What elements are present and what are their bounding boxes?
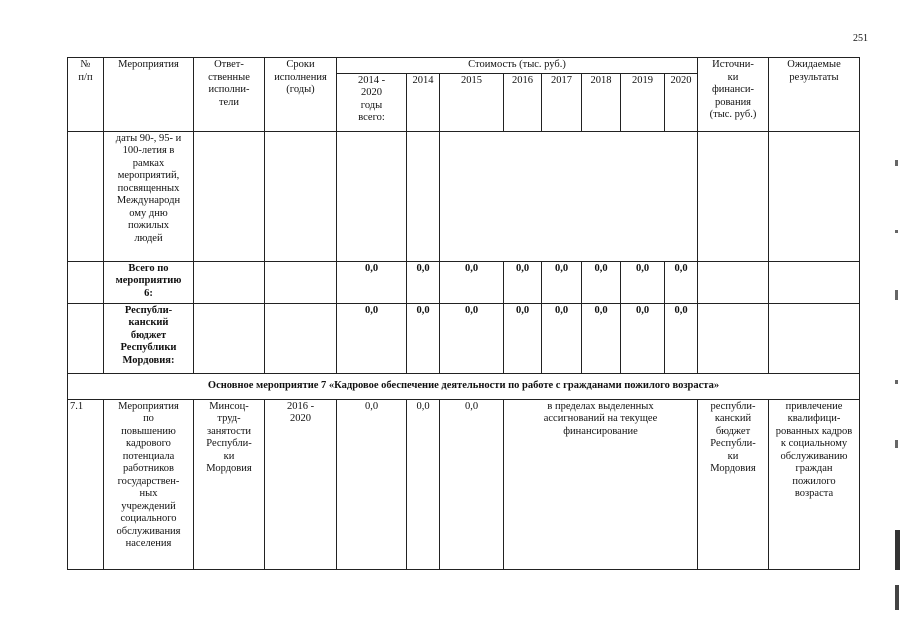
cell-num: 7.1 xyxy=(68,399,104,569)
cell-value: 0,0 xyxy=(582,303,621,373)
header-cost: Стоимость (тыс. руб.) xyxy=(337,58,698,74)
cell-empty xyxy=(769,261,860,303)
cell-value: 0,0 xyxy=(440,303,504,373)
budget-table xyxy=(67,57,860,570)
table-row-7-1 xyxy=(68,399,860,569)
cell-value: 0,0 xyxy=(337,399,407,569)
cell-value: 0,0 xyxy=(621,261,665,303)
cell-value: 0,0 xyxy=(504,303,542,373)
cell-empty xyxy=(68,261,104,303)
cell-value: 0,0 xyxy=(337,303,407,373)
section-row xyxy=(68,373,860,399)
cell-empty xyxy=(337,131,407,261)
table-row-total xyxy=(68,261,860,303)
scan-edge-marks xyxy=(895,140,901,620)
header-num: № п/п xyxy=(68,58,104,132)
section-title: Основное мероприятие 7 «Кадровое обеспечение деятельности по работе с гражданами пожилого возраста» xyxy=(68,373,860,399)
cell-value: 0,0 xyxy=(665,303,698,373)
header-year: 2016 xyxy=(504,73,542,131)
page-number: 251 xyxy=(853,33,868,44)
cell-within-budget: в пределах выделенных ассигнований на текущее финансирование xyxy=(504,399,698,569)
cell-value: 0,0 xyxy=(582,261,621,303)
cell-value: 0,0 xyxy=(440,261,504,303)
cell-value: 0,0 xyxy=(407,399,440,569)
header-year: 2017 xyxy=(542,73,582,131)
cell-value: 0,0 xyxy=(542,303,582,373)
cell-empty xyxy=(698,131,769,261)
header-year: 2015 xyxy=(440,73,504,131)
cell-responsible: Минсоц- труд- занятости Республи- ки Мордовия xyxy=(194,399,265,569)
header-year: 2018 xyxy=(582,73,621,131)
cell-activity: даты 90-, 95- и 100-летия в рамках мероприятий, посвященных Международн ому дню пожилых людей xyxy=(104,131,194,261)
cell-deadlines: 2016 - 2020 xyxy=(265,399,337,569)
cell-empty xyxy=(407,131,440,261)
cell-value: 0,0 xyxy=(665,261,698,303)
cell-value: 0,0 xyxy=(407,303,440,373)
header-cost-total: 2014 - 2020 годы всего: xyxy=(337,73,407,131)
cell-empty xyxy=(265,261,337,303)
cell-empty xyxy=(68,303,104,373)
header-deadlines: Сроки исполнения (годы) xyxy=(265,58,337,132)
cell-source: республи- канский бюджет Республи- ки Мордовия xyxy=(698,399,769,569)
cell-value: 0,0 xyxy=(504,261,542,303)
header-expected: Ожидаемые результаты xyxy=(769,58,860,132)
header-year: 2020 xyxy=(665,73,698,131)
header-year: 2019 xyxy=(621,73,665,131)
cell-value: 0,0 xyxy=(621,303,665,373)
cell-empty xyxy=(194,303,265,373)
cell-empty xyxy=(68,131,104,261)
cell-expected: привлечение квалифици- рованных кадров к социальному обслуживанию граждан пожилого возраста xyxy=(769,399,860,569)
cell-value: 0,0 xyxy=(440,399,504,569)
cell-empty xyxy=(440,131,698,261)
cell-budget-label: Республи- канский бюджет Республики Мордовия: xyxy=(104,303,194,373)
header-responsible: Ответ- ственные исполни- тели xyxy=(194,58,265,132)
cell-empty xyxy=(769,131,860,261)
cell-empty xyxy=(194,261,265,303)
cell-value: 0,0 xyxy=(337,261,407,303)
header-row-1 xyxy=(68,58,860,74)
cell-empty xyxy=(769,303,860,373)
cell-value: 0,0 xyxy=(542,261,582,303)
cell-empty xyxy=(698,303,769,373)
cell-activity: Мероприятия по повышению кадрового потенциала работников государствен- ных учреждений социального обслуживания населения xyxy=(104,399,194,569)
cell-total-label: Всего по мероприятию 6: xyxy=(104,261,194,303)
cell-empty xyxy=(194,131,265,261)
cell-empty xyxy=(265,131,337,261)
table-row-continuation xyxy=(68,131,860,261)
cell-empty xyxy=(265,303,337,373)
header-sources: Источни- ки финанси- рования (тыс. руб.) xyxy=(698,58,769,132)
header-year: 2014 xyxy=(407,73,440,131)
cell-value: 0,0 xyxy=(407,261,440,303)
cell-empty xyxy=(698,261,769,303)
header-activities: Мероприятия xyxy=(104,58,194,132)
table-row-budget xyxy=(68,303,860,373)
